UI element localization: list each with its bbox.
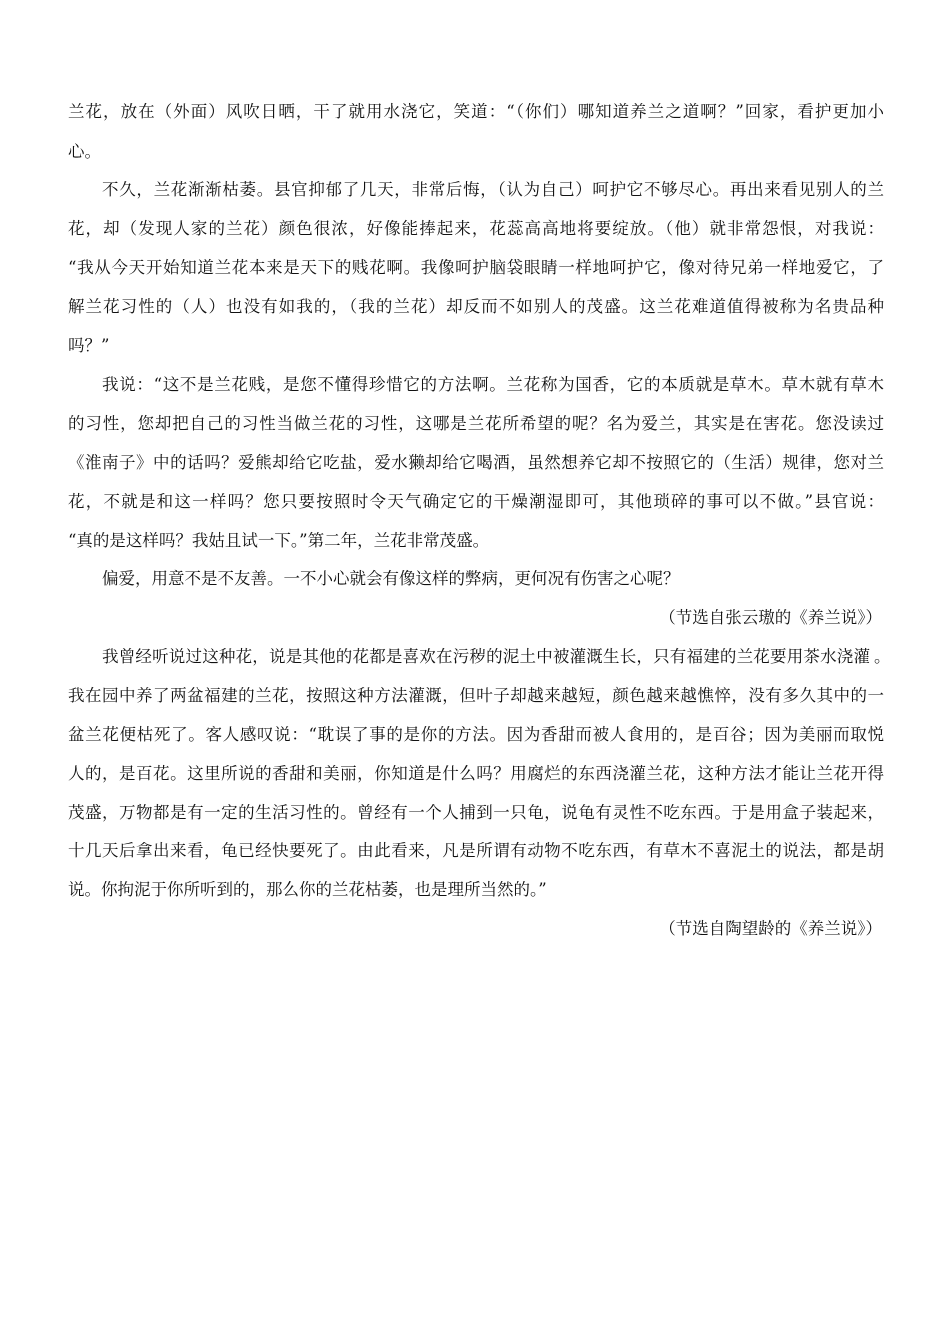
text-line: 兰花，放在（外面）风吹日晒，干了就用水浇它，笑道：“（你们）哪知道养兰之道啊？”回家，看护更加小 [68,102,884,121]
paragraph-start: 我说：“这不是兰花贱，是您不懂得珍惜它的方法啊。兰花称为国香，它的本质就是草木。草木就有草木 [102,375,884,394]
text-line: 茂盛，万物都是有一定的生活习性的。曾经有一个人捕到一只龟，说龟有灵性不吃东西。于是用盒子装起来， [68,803,884,822]
text-line: 的习性，您却把自己的习性当做兰花的习性，这哪是兰花所希望的呢？名为爱兰，其实是在害花。您没读过 [68,414,884,433]
text-line: 我在园中养了两盆福建的兰花，按照这种方法灌溉，但叶子却越来越短，颜色越来越憔悴，没有多久其中的一 [68,686,884,705]
paragraph-start: 偏爱，用意不是不友善。一不小心就会有像这样的弊病，更何况有伤害之心呢？ [102,569,680,588]
paragraph-start: 不久，兰花渐渐枯萎。县官抑郁了几天，非常后悔，（认为自己）呵护它不够尽心。再出来看见别人的兰 [102,180,884,199]
text-line: 花，却（发现人家的兰花）颜色很浓，好像能捧起来，花蕊高高地将要绽放。（他）就非常怨恨，对我说： [68,219,884,238]
text-line: “我从今天开始知道兰花本来是天下的贱花啊。我像呵护脑袋眼睛一样地呵护它，像对待兄弟一样地爱它，了 [68,258,884,277]
source-citation: （节选自陶望龄的《养兰说》） [659,919,882,938]
text-line: 吗？” [68,336,110,355]
text-line: 《淮南子》中的话吗？爱熊却给它吃盐，爱水獭却给它喝酒，虽然想养它却不按照它的（生活）规律，您对兰 [68,453,884,472]
text-line: 解兰花习性的（人）也没有如我的，（我的兰花）却反而不如别人的茂盛。这兰花难道值得被称为名贵品种 [68,297,884,316]
text-line: 花，不就是和这一样吗？您只要按照时令天气确定它的干燥潮湿即可，其他琐碎的事可以不做。”县官说： [68,492,884,511]
text-line: 十几天后拿出来看，龟已经快要死了。由此看来，凡是所谓有动物不吃东西，有草木不喜泥土的说法，都是胡 [68,841,884,860]
text-line: “真的是这样吗？我姑且试一下。”第二年，兰花非常茂盛。 [68,531,490,550]
text-line: 人的，是百花。这里所说的香甜和美丽，你知道是什么吗？用腐烂的东西浇灌兰花，这种方法才能让兰花开得 [68,764,884,783]
paragraph-start: 我曾经听说过这种花，说是其他的花都是喜欢在污秽的泥土中被灌溉生长，只有福建的兰花要用茶水浇灌 [102,647,870,666]
text-line: 。 [874,647,891,666]
source-citation: （节选自张云璈的《养兰说》） [659,608,882,627]
text-line: 盆兰花便枯死了。客人感叹说：“耽误了事的是你的方法。因为香甜而被人食用的，是百谷；因为美丽而取悦 [68,725,884,744]
text-line: 说。你拘泥于你所听到的，那么你的兰花枯萎，也是理所当然的。” [68,880,547,899]
text-line: 心。 [68,142,101,161]
